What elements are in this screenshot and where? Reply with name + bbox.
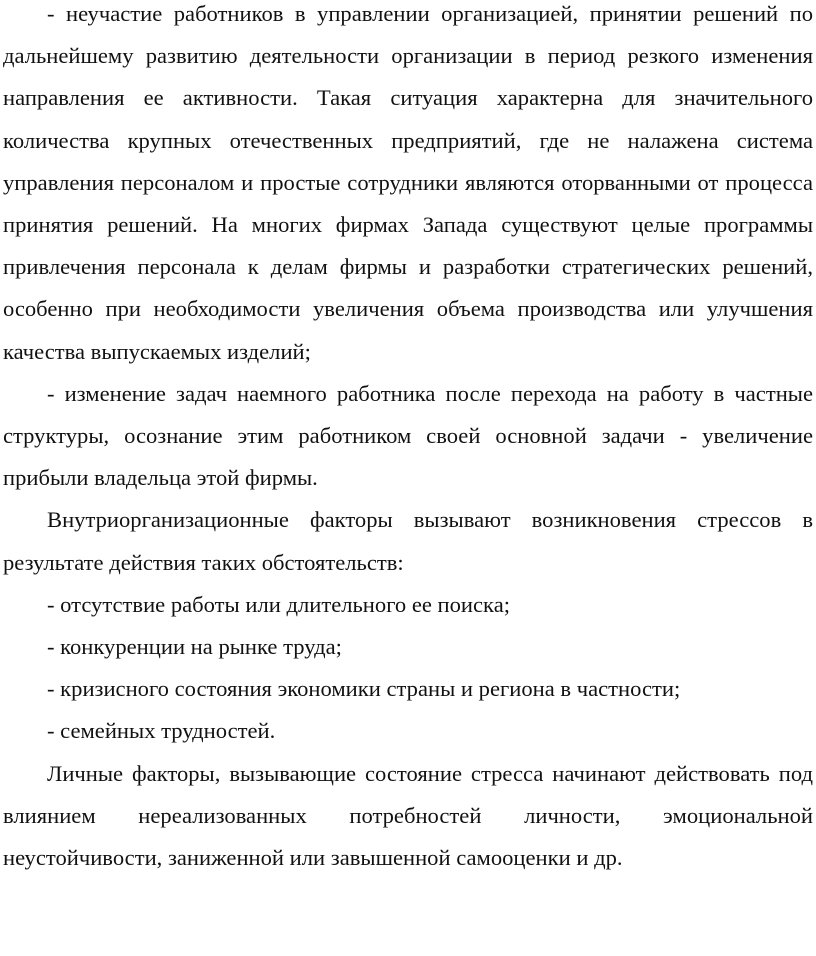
paragraph-nonparticipation: - неучастие работников в управлении организацией, принятии решений по дальнейшему развитию деятельности организации в период резкого изменения направления ее активности. Такая ситуация характерна для значительного количества крупных отечественных предприятий, где не налажена система управления персоналом и простые сотрудники являются оторванными от процесса принятия решений. На многих фирмах Запада существуют целые программы привлечения персонала к делам фирмы и разработки стратегических решений, особенно при необходимости увеличения объема производства или улучшения качества выпускаемых изделий; (3, 1, 813, 364)
paragraph-task-change: - изменение задач наемного работника после перехода на работу в частные структуры, осознание этим работником своей основной задачи - увеличение прибыли владельца этой фирмы. (3, 380, 813, 491)
list-item-unemployment: - отсутствие работы или длительного ее поиска; (47, 591, 510, 617)
list-item-crisis: - кризисного состояния экономики страны и региона в частности; (47, 676, 681, 702)
paragraph-intraorganizational-factors: Внутриорганизационные факторы вызывают возникновения стрессов в результате действия таких обстоятельств: (3, 507, 813, 575)
paragraph-personal-factors: Личные факторы, вызывающие состояние стресса начинают действовать под влиянием нереализованных потребностей личности, эмоциональной неустойчивости, заниженной или завышенной самооценки и др. (3, 760, 813, 871)
list-item-competition: - конкуренции на рынке труда; (47, 634, 342, 660)
list-item-family: - семейных трудностей. (47, 718, 276, 744)
